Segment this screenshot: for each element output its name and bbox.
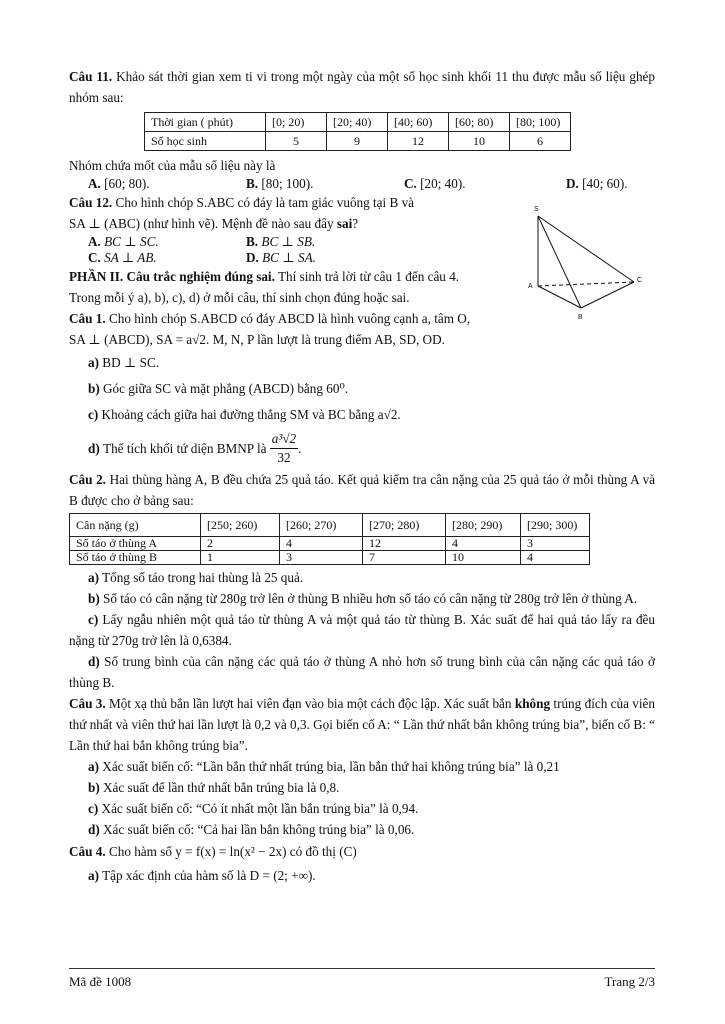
q11-count: 9 — [327, 132, 388, 151]
c1-volume-fraction: a³√2 32 — [271, 431, 297, 465]
page-number: Trang 2/3 — [604, 974, 655, 989]
edge-sc — [538, 216, 634, 282]
c4-item-a: a) Tập xác định của hàm số là D = (2; +∞). — [88, 868, 316, 883]
c4-stem: Câu 4. Cho hàm số y = f(x) = ln(x² − 2x) có đồ thị (C) — [69, 844, 357, 859]
q12-option-d[interactable]: D. BC ⊥ SA. — [246, 250, 316, 265]
q12-option-b[interactable]: B. BC ⊥ SB. — [246, 234, 316, 249]
q11-interval: [80; 100) — [510, 113, 571, 132]
q11-question: Nhóm chứa mốt của mẫu số liệu này là — [69, 158, 276, 173]
c2-val-b: 1 — [201, 551, 280, 565]
c3-item-c: c) Xác suất biến cố: “Có ít nhất một lần bắn trúng bia” là 0,94. — [88, 801, 419, 816]
c2-table — [69, 513, 590, 565]
c1-label: Câu 1. — [69, 311, 106, 326]
edge-ab — [538, 286, 581, 308]
exam-page — [69, 66, 655, 888]
c2-val-b: 3 — [280, 551, 363, 565]
q11-label: Câu 11. — [69, 69, 113, 84]
q11-interval: [20; 40) — [327, 113, 388, 132]
c2-interval: [260; 270) — [280, 514, 363, 537]
c2-row-b-head: Số táo ở thùng B — [70, 551, 201, 565]
label-s: S — [534, 206, 539, 213]
edge-bc — [581, 282, 634, 308]
q11-count: 12 — [388, 132, 449, 151]
label-b: B — [578, 314, 583, 321]
c1-stem-2: SA ⊥ (ABCD), SA = a√2. M, N, P lần lượt là trung điểm AB, SD, OD. — [69, 332, 445, 347]
q12-stem-2: SA ⊥ (ABC) (như hình vẽ). Mệnh đề nào sau đây sai? — [69, 216, 359, 231]
q11-option-b[interactable]: B. [80; 100). — [246, 176, 314, 191]
c4-label: Câu 4. — [69, 844, 106, 859]
c2-table-head: Cân nặng (g) — [70, 514, 201, 537]
q11-option-d[interactable]: D. [40; 60). — [566, 176, 628, 191]
label-a: A — [528, 283, 533, 290]
c2-val-a: 4 — [446, 537, 521, 551]
q12-options-row2 — [69, 250, 517, 266]
c3-item-a: a) Xác suất biến cố: “Lần bắn thứ nhất trúng bia, lần bắn thứ hai không trúng bia” là 0,21 — [88, 759, 560, 774]
c2-val-a: 3 — [521, 537, 590, 551]
c2-interval: [280; 290) — [446, 514, 521, 537]
c2-interval: [250; 260) — [201, 514, 280, 537]
q11-option-a[interactable]: A. [60; 80). — [88, 176, 150, 191]
c1-item-b: b) Góc giữa SC và mặt phẳng (ABCD) bằng 60⁰. — [88, 381, 349, 396]
label-c: C — [637, 277, 643, 284]
c2-item-d: d) Số trung bình của cân nặng các quả táo ở thùng A nhỏ hơn số trung bình của cân nặng các quả táo ở thùng B. — [69, 654, 656, 690]
c2-interval: [270; 280) — [363, 514, 446, 537]
c2-interval: [290; 300) — [521, 514, 590, 537]
q11-table — [144, 112, 571, 151]
edge-sb — [538, 216, 581, 308]
c1-stem-1: Câu 1. Cho hình chóp S.ABCD có đáy ABCD là hình vuông cạnh a, tâm O, — [69, 311, 471, 326]
c2-item-a: a) Tổng số táo trong hai thùng là 25 quả. — [88, 570, 304, 585]
c3-item-d: d) Xác suất biến cố: “Cả hai lần bắn không trúng bia” là 0,06. — [88, 822, 415, 837]
exam-code: Mã đề 1008 — [69, 974, 132, 989]
c1-item-c: c) Khoảng cách giữa hai đường thẳng SM và BC bằng a√2. — [88, 407, 401, 422]
c2-label: Câu 2. — [69, 472, 106, 487]
q11-interval: [40; 60) — [388, 113, 449, 132]
edge-ac-hidden — [538, 282, 634, 286]
c3-label: Câu 3. — [69, 696, 106, 711]
c2-val-b: 10 — [446, 551, 521, 565]
c2-val-a: 12 — [363, 537, 446, 551]
q11-option-c[interactable]: C. [20; 40). — [404, 176, 466, 191]
c2-val-a: 2 — [201, 537, 280, 551]
c2-val-b: 7 — [363, 551, 446, 565]
c2-row-a-head: Số táo ở thùng A — [70, 537, 201, 551]
q11-count: 10 — [449, 132, 510, 151]
q12-options-row1 — [69, 234, 517, 250]
q12-block — [69, 192, 517, 266]
q12-option-c[interactable]: C. SA ⊥ AB. — [88, 250, 157, 265]
c3-item-b: b) Xác suất để lần thứ nhất bắn trúng bia là 0,8. — [88, 780, 340, 795]
q12-stem-1: Câu 12. Cho hình chóp S.ABC có đáy là tam giác vuông tại B và — [69, 195, 415, 210]
c1-item-d: d) Thể tích khối tứ diện BMNP là a³√2 32 . — [88, 431, 302, 465]
c3-stem: Câu 3. Một xạ thủ bắn lần lượt hai viên đạn vào bia một cách độc lập. Xác suất bắn không trúng đích của viên thứ nhất và viên thứ hai lần lượt là 0,2 và 0,3. Gọi biến cố A: “ Lần thứ nhất bắn không trúng bia”, biến cố B: “ Lần thứ hai bắn không trúng bia”. — [69, 696, 656, 753]
q12-option-a[interactable]: A. BC ⊥ SC. — [88, 234, 159, 249]
q11-options — [69, 176, 655, 192]
c2-item-c: c) Lấy ngẫu nhiên một quả táo từ thùng A và một quả táo từ thùng B. Xác suất để hai quả táo lấy ra đều nặng từ 270g trở lên là 0,6384. — [69, 612, 656, 648]
q11-stem: Câu 11. Khảo sát thời gian xem ti vi trong một ngày của một số học sinh khối 11 thu được mẫu số liệu ghép nhóm sau: — [69, 69, 655, 105]
c1-item-a: a) BD ⊥ SC. — [88, 355, 160, 370]
q12-label: Câu 12. — [69, 195, 113, 210]
q11-count: 5 — [266, 132, 327, 151]
q11-count: 6 — [510, 132, 571, 151]
part2-heading: PHẦN II. Câu trắc nghiệm đúng sai. Thí sinh trả lời từ câu 1 đến câu 4. — [69, 269, 460, 284]
q11-interval: [60; 80) — [449, 113, 510, 132]
c2-stem: Câu 2. Hai thùng hàng A, B đều chứa 25 quả táo. Kết quả kiểm tra cân nặng của 25 quả táo ở mỗi thùng A và B được cho ở bảng sau: — [69, 472, 656, 508]
c2-val-a: 4 — [280, 537, 363, 551]
c2-val-b: 4 — [521, 551, 590, 565]
c2-item-b: b) Số táo có cân nặng từ 280g trở lên ở thùng B nhiều hơn số táo có cân nặng từ 280g trở lên ở thùng A. — [88, 591, 638, 606]
pyramid-figure — [526, 202, 646, 324]
q11-interval: [0; 20) — [266, 113, 327, 132]
q11-table-head: Thời gian ( phút) — [145, 113, 266, 132]
q11-table-row-head: Số học sinh — [145, 132, 266, 151]
part2-instruction: Trong mỗi ý a), b), c), d) ở mỗi câu, thí sinh chọn đúng hoặc sai. — [69, 290, 410, 305]
page-footer — [69, 968, 655, 990]
